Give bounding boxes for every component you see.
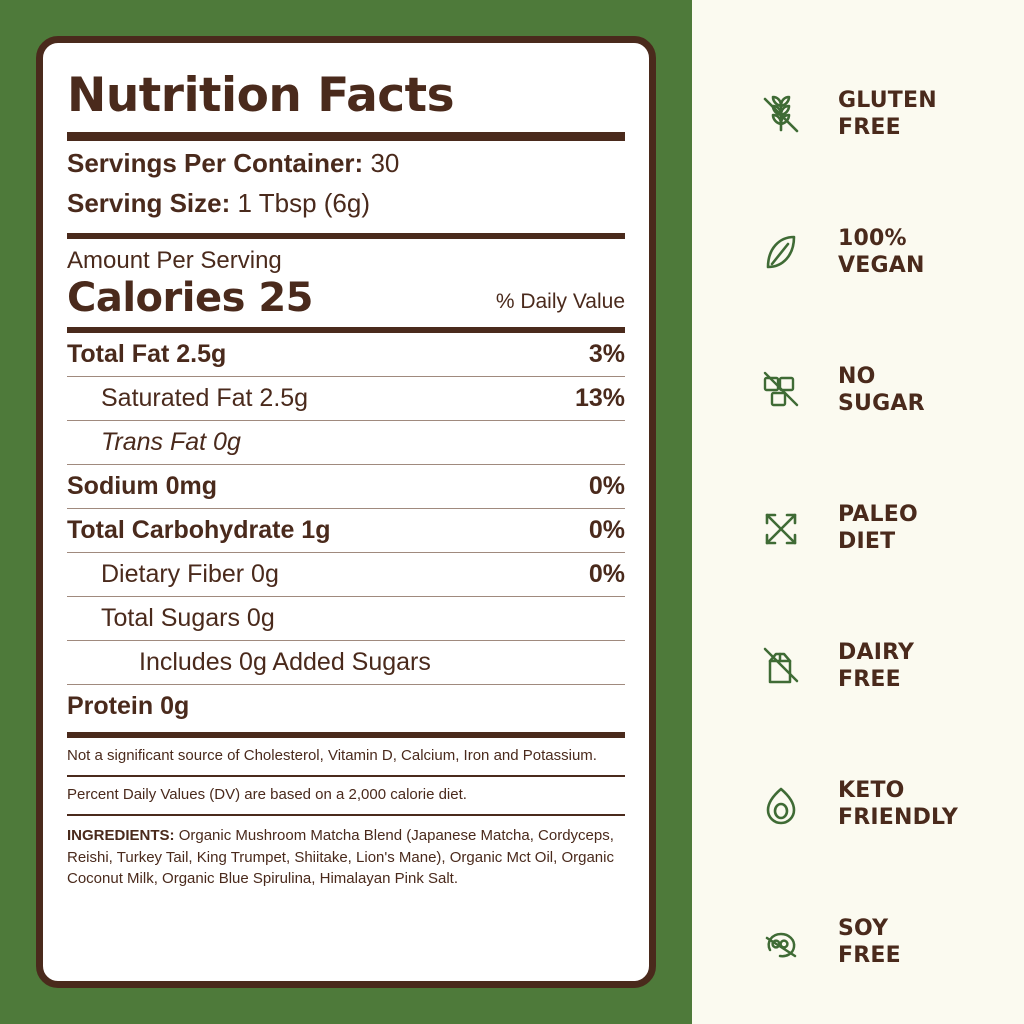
badge-line1: PALEO <box>838 502 918 528</box>
badge-paleo-diet-label <box>838 502 918 556</box>
milk-carton-icon <box>750 636 812 698</box>
nutrient-row-saturated-fat <box>67 377 625 420</box>
badge-line2: FRIENDLY <box>838 805 958 830</box>
nutrient-dv-total-fat: 3% <box>588 339 625 368</box>
badge-keto-friendly-label <box>838 778 958 832</box>
badge-gluten-free <box>692 46 1024 184</box>
badge-dairy-free <box>692 598 1024 736</box>
ingredients-block <box>67 816 625 889</box>
badge-dairy-free-label <box>838 640 914 694</box>
amount-per-serving-label: Amount Per Serving <box>67 246 282 274</box>
badge-line2: VEGAN <box>838 253 925 278</box>
nutrient-row-total-fat <box>67 333 625 376</box>
page-title: Nutrition Facts <box>67 68 455 123</box>
nutrient-name-added-sugars: Includes 0g Added Sugars <box>139 647 431 676</box>
badge-gluten-free-label <box>838 88 937 142</box>
badge-line2: FREE <box>838 667 901 692</box>
nutrient-name-trans-fat: Trans Fat 0g <box>101 427 241 456</box>
nutrition-facts-card <box>36 36 656 988</box>
nutrient-dv-saturated-fat: 13% <box>574 383 625 412</box>
nutrient-dv-total-carbohydrate: 0% <box>588 515 625 544</box>
badge-line2: FREE <box>838 943 901 968</box>
nutrient-row-protein <box>67 685 625 728</box>
nutrient-row-total-carbohydrate <box>67 509 625 552</box>
nutrient-name-saturated-fat: Saturated Fat 2.5g <box>101 383 309 412</box>
leaf-icon <box>750 222 812 284</box>
nutrient-dv-sodium: 0% <box>588 471 625 500</box>
badge-line1: NO <box>838 364 876 390</box>
nutrient-row-trans-fat <box>67 421 625 464</box>
serving-size-label: Serving Size: <box>67 187 231 218</box>
nutrient-name-total-carbohydrate: Total Carbohydrate 1g <box>67 515 331 544</box>
badge-line2: FREE <box>838 115 901 140</box>
calories-value: Calories 25 <box>67 274 314 321</box>
divider-thick-top <box>67 132 625 141</box>
nutrient-row-added-sugars <box>67 641 625 684</box>
not-significant-source-note: Not a significant source of Cholesterol, Vitamin D, Calcium, Iron and Potassium. <box>67 746 597 764</box>
nutrient-name-dietary-fiber: Dietary Fiber 0g <box>101 559 279 588</box>
nutrient-row-dietary-fiber <box>67 553 625 596</box>
badge-line1: 100% <box>838 226 907 252</box>
sugar-cubes-icon <box>750 360 812 422</box>
badge-no-sugar-label <box>838 364 925 418</box>
nutrient-name-total-fat: Total Fat 2.5g <box>67 339 227 368</box>
badge-no-sugar <box>692 322 1024 460</box>
nutrient-name-sodium: Sodium 0mg <box>67 471 218 500</box>
nutrient-row-sodium <box>67 465 625 508</box>
nutrient-row-total-sugars <box>67 597 625 640</box>
badge-line1: SOY <box>838 916 889 942</box>
badge-line1: KETO <box>838 778 905 804</box>
badge-keto-friendly <box>692 736 1024 874</box>
badge-line2: SUGAR <box>838 391 925 416</box>
serving-size-row <box>67 181 625 221</box>
badge-soy-free-label <box>838 916 901 970</box>
badge-line1: DAIRY <box>838 640 915 666</box>
nutrient-name-protein: Protein 0g <box>67 691 190 720</box>
ingredients-label: INGREDIENTS: <box>67 827 175 845</box>
badge-soy-free <box>692 874 1024 1012</box>
servings-per-container-row <box>67 141 625 181</box>
badge-vegan-label <box>838 226 925 280</box>
servings-per-container-label: Servings Per Container: <box>67 147 364 178</box>
badge-line2: DIET <box>838 529 896 554</box>
crossed-arrows-icon <box>750 498 812 560</box>
wheat-icon <box>750 84 812 146</box>
calories-row <box>67 275 625 327</box>
badge-line1: GLUTEN <box>838 88 937 114</box>
daily-value-note: Percent Daily Values (DV) are based on a 2,000 calorie diet. <box>67 786 467 803</box>
nutrient-name-total-sugars: Total Sugars 0g <box>101 603 275 632</box>
avocado-icon <box>750 774 812 836</box>
badge-vegan <box>692 184 1024 322</box>
servings-per-container-value: 30 <box>370 147 400 178</box>
pea-pod-icon <box>750 912 812 974</box>
badge-paleo-diet <box>692 460 1024 598</box>
certification-badges-panel <box>692 0 1024 1024</box>
daily-value-header: % Daily Value <box>495 289 625 313</box>
nutrient-dv-dietary-fiber: 0% <box>588 559 625 588</box>
ingredients-text: Organic Mushroom Matcha Blend (Japanese Matcha, Cordyceps, Reishi, Turkey Tail, King Trumpet, Shiitake, Lion's Mane), Organic Mct Oil, Organic Coconut Milk, Organic Blue Spirulina, Himalayan Pink Salt. <box>67 827 614 887</box>
serving-size-value: 1 Tbsp (6g) <box>237 187 370 218</box>
